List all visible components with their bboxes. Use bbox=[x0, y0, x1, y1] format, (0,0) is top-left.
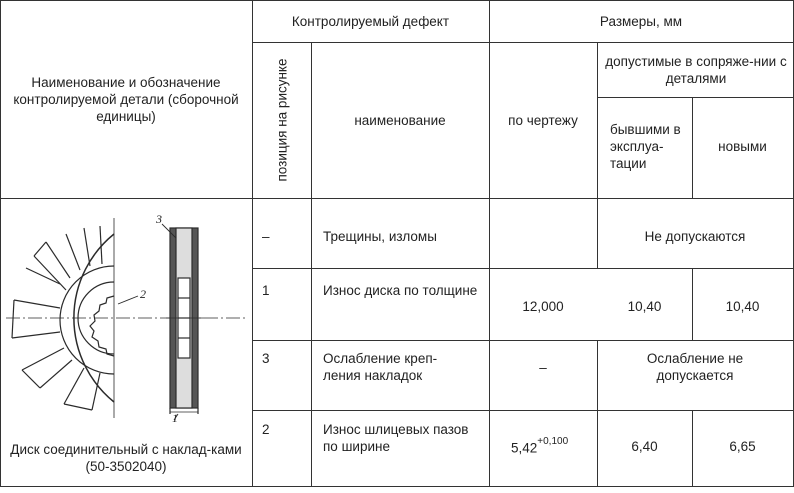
row3-allowed: Ослабление не допускается bbox=[646, 351, 744, 383]
row4-drawing-tolerance: +0,100 bbox=[537, 436, 569, 447]
row4-drawing bbox=[511, 436, 568, 457]
disc-front-view bbox=[6, 218, 246, 418]
clutch-disc-drawing bbox=[6, 208, 246, 424]
row2-drawing: 12,000 bbox=[522, 299, 564, 314]
row4-new: 6,65 bbox=[729, 439, 756, 454]
rule-header-bottom bbox=[0, 198, 794, 199]
header-by-drawing: по чертежу bbox=[508, 113, 578, 128]
header-part-name: Наименование и обозначение контролируемой детали (сборочной единицы) bbox=[13, 75, 239, 124]
row2-used: 10,40 bbox=[627, 299, 662, 314]
col-rule-pos bbox=[311, 42, 312, 487]
row4-pos: 2 bbox=[262, 422, 270, 437]
border-left bbox=[0, 0, 1, 487]
disc-section-view bbox=[166, 228, 204, 414]
header-new: новыми bbox=[718, 139, 767, 154]
header-position: позиция на рисунке bbox=[274, 58, 290, 182]
rule-mating-header bbox=[597, 97, 794, 98]
row4-used: 6,40 bbox=[631, 439, 658, 454]
row3-name: Ослабление креп-ления накладок bbox=[323, 351, 438, 383]
figure-label-3: 3 bbox=[156, 212, 162, 226]
row3-drawing: – bbox=[539, 360, 547, 375]
row3-pos: 3 bbox=[262, 351, 270, 366]
col-rule-part bbox=[252, 0, 253, 487]
row2-new: 10,40 bbox=[725, 299, 760, 314]
row4-name: Износ шлицевых пазов по ширине bbox=[323, 422, 469, 454]
row1-name: Трещины, изломы bbox=[323, 229, 437, 244]
row1-pos: – bbox=[262, 229, 270, 244]
border-top bbox=[0, 0, 794, 1]
figure-label-2: 2 bbox=[140, 287, 146, 301]
rule-row-3 bbox=[252, 410, 794, 411]
col-rule-drawing-b bbox=[597, 340, 598, 487]
col-rule-name bbox=[489, 0, 490, 487]
header-allowed-mating: допустимые в сопряже-нии с деталями bbox=[605, 54, 787, 86]
part-caption: Диск соединительный с наклад-ками (50-3502040) bbox=[10, 442, 242, 474]
row1-allowed: Не допускаются bbox=[644, 229, 746, 244]
row2-name: Износ диска по толщине bbox=[323, 283, 478, 298]
rule-group-header bbox=[252, 42, 794, 43]
rule-row-2 bbox=[252, 340, 794, 341]
figure-label-1: 1 bbox=[172, 411, 178, 424]
header-defect-group: Контролируемый дефект bbox=[291, 14, 450, 29]
rule-row-1 bbox=[252, 268, 794, 269]
header-name: наименование bbox=[354, 113, 446, 128]
border-bottom bbox=[0, 486, 794, 487]
header-sizes-group: Размеры, мм bbox=[599, 14, 683, 29]
header-used: бывшими в эксплуа-тации bbox=[610, 122, 681, 171]
row4-drawing-value: 5,42 bbox=[511, 440, 538, 456]
row2-pos: 1 bbox=[262, 283, 270, 298]
